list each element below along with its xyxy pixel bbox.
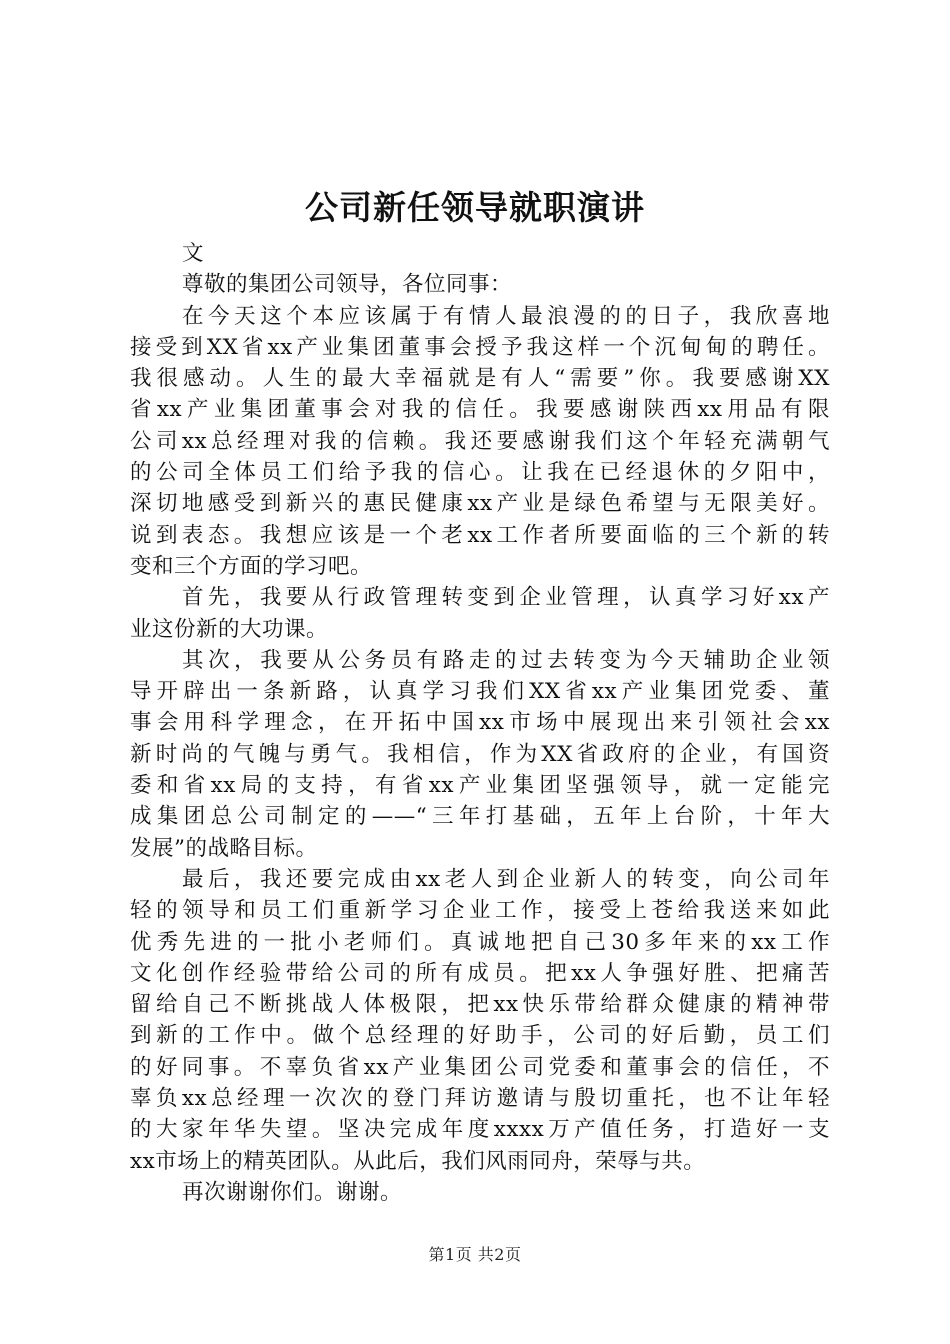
- text-line: 优秀先进的一批小老师们。真诚地把自己30多年来的xx工作: [130, 929, 830, 955]
- text-line: 省xx产业集团董事会对我的信任。我要感谢陕西xx用品有限: [130, 397, 830, 423]
- text-line: 留给自己不断挑战人体极限，把xx快乐带给群众健康的精神带: [130, 992, 830, 1018]
- salutation-line: 尊敬的集团公司领导，各位同事：: [182, 272, 513, 298]
- text-line: 深切地感受到新兴的惠民健康xx产业是绿色希望与无限美好。: [130, 491, 830, 517]
- text-line: 首先，我要从行政管理转变到企业管理，认真学习好xx产: [182, 585, 830, 611]
- text-line: 我很感动。人生的最大幸福就是有人“需要”你。我要感谢XX: [130, 366, 830, 392]
- text-line: 委和省xx局的支持，有省xx产业集团坚强领导，就一定能完: [130, 773, 830, 799]
- text-line: 公司xx总经理对我的信赖。我还要感谢我们这个年轻充满朝气: [130, 428, 830, 454]
- text-line: 的好同事。不辜负省xx产业集团公司党委和董事会的信任，不: [130, 1054, 830, 1080]
- text-line: 事会用科学理念，在开拓中国xx市场中展现出来引领社会xx: [130, 710, 830, 736]
- text-line: 的大家年华失望。坚决完成年度xxxx万产值任务，打造好一支: [130, 1117, 830, 1143]
- text-line: 新时尚的气魄与勇气。我相信，作为XX省政府的企业，有国资: [130, 741, 830, 767]
- page-indicator: 第1页 共2页: [428, 1245, 522, 1264]
- text-line: 导开辟出一条新路，认真学习我们XX省xx产业集团党委、董: [130, 679, 830, 705]
- text-line: 业这份新的大功课。: [130, 616, 329, 642]
- text-line: 文化创作经验带给公司的所有成员。把xx人争强好胜、把痛苦: [130, 960, 830, 986]
- text-line: 其次，我要从公务员有路走的过去转变为今天辅助企业领: [182, 647, 830, 673]
- text-line: 辜负xx总经理一次次的登门拜访邀请与殷切重托，也不让年轻: [130, 1086, 830, 1112]
- document-title: 公司新任领导就职演讲: [305, 188, 645, 227]
- text-line: 发展”的战略目标。: [130, 835, 318, 861]
- text-line: 变和三个方面的学习吧。: [130, 553, 373, 579]
- text-line: 轻的领导和员工们重新学习企业工作，接受上苍给我送来如此: [130, 898, 830, 924]
- text-line: 成集团总公司制定的——“三年打基础，五年上台阶，十年大: [130, 804, 830, 830]
- text-line: 在今天这个本应该属于有情人最浪漫的的日子，我欣喜地: [182, 303, 830, 329]
- text-line: 的公司全体员工们给予我的信心。让我在已经退休的夕阳中，: [130, 460, 830, 486]
- closing-line: 再次谢谢你们。谢谢。: [182, 1179, 403, 1205]
- document-body: [130, 238, 830, 1208]
- text-line: 说到表态。我想应该是一个老xx工作者所要面临的三个新的转: [130, 522, 830, 548]
- text-line: 到新的工作中。做个总经理的好助手，公司的好后勤，员工们: [130, 1023, 830, 1049]
- text-line: 文: [182, 241, 205, 266]
- text-line: xx市场上的精英团队。从此后，我们风雨同舟，荣辱与共。: [130, 1148, 706, 1174]
- text-line: 最后，我还要完成由xx老人到企业新人的转变，向公司年: [182, 866, 830, 892]
- text-line: 接受到XX省xx产业集团董事会授予我这样一个沉甸甸的聘任。: [130, 334, 830, 360]
